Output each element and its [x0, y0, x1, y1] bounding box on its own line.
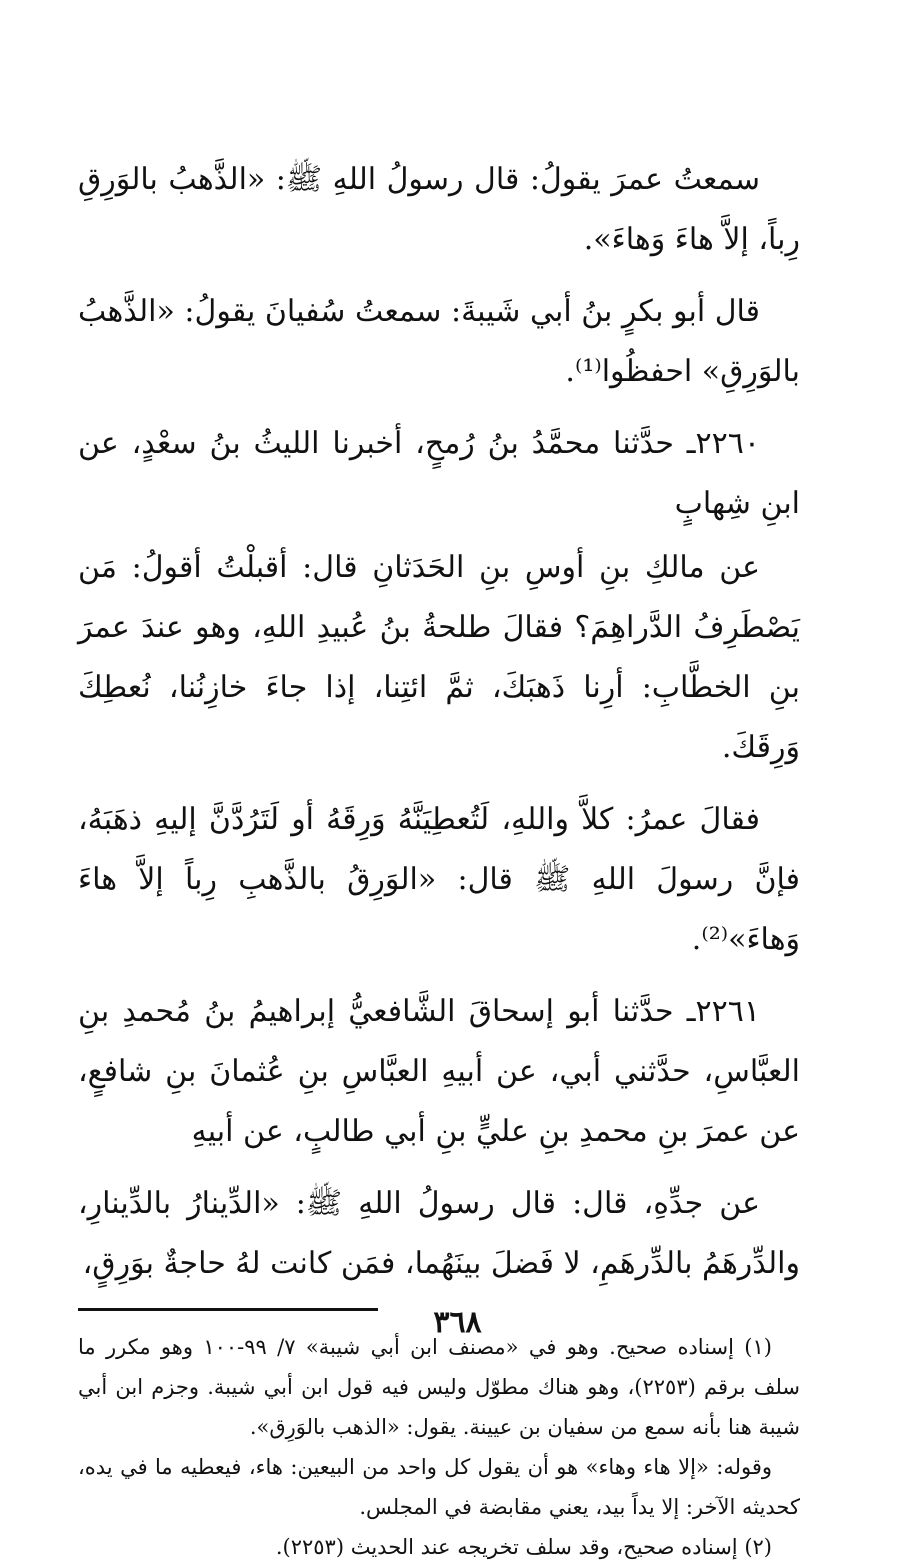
- footnote-1-continuation: وقوله: «إلا هاء وهاء» هو أن يقول كل واحد من البيعين: هاء، فيعطيه ما في يده، كحديثه الآخر: إلا يداً بيد، يعني مقابضة في المجلس.: [78, 1455, 800, 1519]
- hadith-2261-matn: عن جدِّهِ، قال: قال رسولُ اللهِ ﷺ: «الدِّينارُ بالدِّينارِ، والدِّرهَمُ بالدِّرهَمِ، لا فَضلَ بينَهُما، فمَن كانت لهُ حاجةٌ بوَرِقٍ،: [78, 1186, 800, 1281]
- hadith-2260-isnad: ٢٢٦٠ـ حدَّثنا محمَّدُ بنُ رُمحٍ، أخبرنا الليثُ بنُ سعْدٍ، عن ابنِ شِهابٍ: [78, 426, 800, 521]
- paragraph-continuation: سمعتُ عمرَ يقولُ: قال رسولُ اللهِ ﷺ: «الذَّهبُ بالوَرِقِ رِباً، إلاَّ هاءَ وَهاءَ».: [78, 162, 800, 257]
- footnotes: [78, 1327, 800, 1567]
- paragraph-abu-bakr: قال أبو بكرٍ بنُ أبي شَيبةَ: سمعتُ سُفيانَ يقولُ: «الذَّهبُ بالوَرِقِ» احفظُوا⁽¹⁾.: [78, 294, 800, 389]
- hadith-2261-isnad: ٢٢٦١ـ حدَّثنا أبو إسحاقَ الشَّافعيُّ إبراهيمُ بنُ مُحمدِ بنِ العبَّاسِ، حدَّثني أبي، عن أبيهِ العبَّاسِ بنِ عُثمانَ بنِ شافعٍ، عن عمرَ بنِ محمدِ بنِ عليٍّ بنِ أبي طالبٍ، عن أبيهِ: [78, 994, 800, 1149]
- hadith-2260-continuation: فقالَ عمرُ: كلاَّ واللهِ، لَتُعطِيَنَّهُ وَرِقَهُ أو لَتَرُدَّنَّ إليهِ ذهَبَهُ، فإنَّ رسولَ اللهِ ﷺ قال: «الوَرِقُ بالذَّهبِ رِباً إلاَّ هاءَ وَهاءَ»⁽²⁾.: [78, 802, 800, 957]
- main-text: [78, 150, 800, 1294]
- footnote-1: (١) إسناده صحيح. وهو في «مصنف ابن أبي شيبة» ٧/ ٩٩-١٠٠ وهو مكرر ما سلف برقم (٢٢٥٣)، وهو هناك مطوّل وليس فيه قول ابن أبي شيبة. وجزم ابن أبي شيبة هنا بأنه سمع من سفيان بن عيينة. يقول: «الذهب بالوَرِق».: [78, 1335, 800, 1439]
- page-number: ٣٦٨: [433, 1305, 482, 1340]
- page-body: [78, 150, 800, 1567]
- hadith-2260-matn: عن مالكِ بنِ أوسِ بنِ الحَدَثانِ قال: أقبلْتُ أقولُ: مَن يَصْطَرِفُ الدَّراهِمَ؟ فقالَ طلحةُ بنُ عُبيدِ اللهِ، وهو عندَ عمرَ بنِ الخطَّابِ: أرِنا ذَهبَكَ، ثمَّ ائتِنا، إذا جاءَ خازِنُنا، نُعطِكَ وَرِقَكَ.: [78, 550, 800, 765]
- footnote-2: (٢) إسناده صحيح، وقد سلف تخريجه عند الحديث (٢٢٥٣).: [275, 1535, 772, 1559]
